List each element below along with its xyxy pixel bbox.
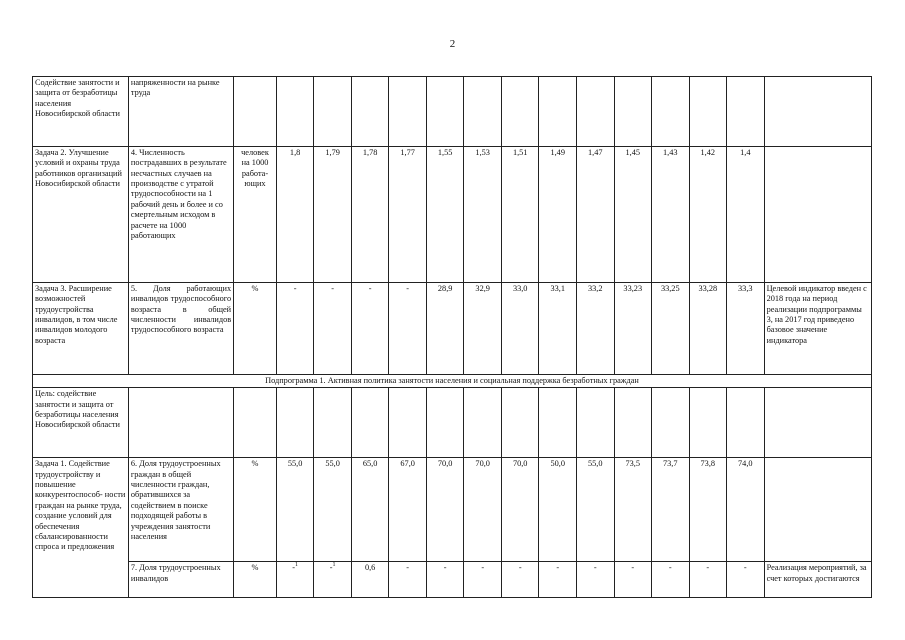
value-cell: 73,5 xyxy=(614,458,652,562)
table-row xyxy=(33,77,872,147)
goal-cell: Содействие занятости и защита от безработицы населения Новосибирской области xyxy=(33,77,129,147)
value-cell: - xyxy=(539,562,577,598)
indicators-table xyxy=(32,76,872,598)
value-cell xyxy=(351,77,389,147)
value-cell xyxy=(314,388,352,458)
indicator-cell: напряженности на рынке труда xyxy=(128,77,233,147)
value-cell: 73,7 xyxy=(652,458,690,562)
footnote-mark: 1 xyxy=(295,562,298,569)
subprogram-row xyxy=(33,375,872,388)
page-number: 2 xyxy=(449,38,456,50)
value-cell: - xyxy=(389,283,427,375)
note-cell xyxy=(764,388,871,458)
unit-cell: % xyxy=(234,458,277,562)
goal-cell: Цель: содействие занятости и защита от безработицы населения Новосибирской области xyxy=(33,388,129,458)
value-cell: 1,4 xyxy=(727,147,765,283)
value-cell: 1,78 xyxy=(351,147,389,283)
goal-cell: Задача 1. Содействие трудоустройству и повышение конкурентоспособ- ности граждан на рынке труда, создание условий для обеспечения сбалансированности спроса и предложения xyxy=(33,458,129,598)
unit-cell: % xyxy=(234,283,277,375)
value-cell: 28,9 xyxy=(426,283,464,375)
value-cell xyxy=(614,388,652,458)
footnote-mark: 1 xyxy=(332,562,336,569)
goal-cell: Задача 3. Расширение возможностей трудоустройства инвалидов, в том числе инвалидов молодого возраста xyxy=(33,283,129,375)
value-cell: - xyxy=(426,562,464,598)
note-cell: Реализация мероприятий, за счет которых достигаются xyxy=(764,562,871,598)
value-cell xyxy=(389,77,427,147)
note-cell xyxy=(764,458,871,562)
value-cell xyxy=(727,77,765,147)
indicator-cell: 7. Доля трудоустроенных инвалидов xyxy=(128,562,233,598)
table-row xyxy=(33,458,872,562)
value-cell: 73,8 xyxy=(689,458,727,562)
value-cell: 33,0 xyxy=(501,283,539,375)
value-cell: 33,1 xyxy=(539,283,577,375)
value-cell xyxy=(576,388,614,458)
value-cell: 1,79 xyxy=(314,147,352,283)
value-cell: 70,0 xyxy=(501,458,539,562)
value-cell xyxy=(689,388,727,458)
value-cell: - xyxy=(351,283,389,375)
table-row xyxy=(33,562,872,598)
value-cell xyxy=(689,77,727,147)
table-row xyxy=(33,147,872,283)
value-cell xyxy=(727,388,765,458)
value-cell: - xyxy=(464,562,502,598)
value-cell: - xyxy=(614,562,652,598)
value-cell xyxy=(464,77,502,147)
value-cell: - xyxy=(276,283,314,375)
indicator-cell xyxy=(128,388,233,458)
value-cell: 1,45 xyxy=(614,147,652,283)
value-cell xyxy=(276,77,314,147)
value-cell: 0,6 xyxy=(351,562,389,598)
note-cell xyxy=(764,147,871,283)
value-cell: 1,8 xyxy=(276,147,314,283)
indicator-cell: 4. Численность пострадавших в результате несчастных случаев на производстве с утратой трудоспособности на 1 рабочий день и более и со смертельным исходом в расчете на 1000 работающих xyxy=(128,147,233,283)
value-cell: 1,43 xyxy=(652,147,690,283)
subprogram-title: Подпрограмма 1. Активная политика занятости населения и социальная поддержка безработных граждан xyxy=(33,375,872,388)
value-cell: - xyxy=(652,562,690,598)
unit-cell xyxy=(234,388,277,458)
value-cell: 33,28 xyxy=(689,283,727,375)
value-cell: - xyxy=(314,283,352,375)
value-cell: 1,53 xyxy=(464,147,502,283)
unit-cell: человек на 1000 работа- ющих xyxy=(234,147,277,283)
value-cell: 67,0 xyxy=(389,458,427,562)
value-cell: 33,23 xyxy=(614,283,652,375)
value-cell: 1,51 xyxy=(501,147,539,283)
value-cell: - xyxy=(727,562,765,598)
value-cell: 1,77 xyxy=(389,147,427,283)
value-cell: - xyxy=(501,562,539,598)
value-cell xyxy=(276,388,314,458)
note-cell xyxy=(764,77,871,147)
value-cell: 33,3 xyxy=(727,283,765,375)
value-cell: 1,47 xyxy=(576,147,614,283)
value-cell: 33,25 xyxy=(652,283,690,375)
value-cell: 50,0 xyxy=(539,458,577,562)
value-cell xyxy=(501,77,539,147)
indicator-cell: 6. Доля трудоустроенных граждан в общей численности граждан, обратившихся за содействием в поиске подходящей работы в учреждения занятости населения xyxy=(128,458,233,562)
value-cell xyxy=(389,388,427,458)
value-cell: 33,2 xyxy=(576,283,614,375)
goal-cell: Задача 2. Улучшение условий и охраны труда работников организаций Новосибирской области xyxy=(33,147,129,283)
value-cell xyxy=(464,388,502,458)
value-text: - xyxy=(292,563,295,573)
value-cell xyxy=(351,388,389,458)
value-cell: 70,0 xyxy=(464,458,502,562)
unit-cell: % xyxy=(234,562,277,598)
value-cell: 65,0 xyxy=(351,458,389,562)
value-cell xyxy=(426,77,464,147)
value-cell: 70,0 xyxy=(426,458,464,562)
value-cell: - xyxy=(689,562,727,598)
value-cell xyxy=(539,388,577,458)
value-cell: 55,0 xyxy=(314,458,352,562)
value-cell: - xyxy=(389,562,427,598)
value-text: - xyxy=(329,563,333,573)
table-row xyxy=(33,283,872,375)
value-cell: 1,42 xyxy=(689,147,727,283)
value-cell: 74,0 xyxy=(727,458,765,562)
unit-cell xyxy=(234,77,277,147)
table-row xyxy=(33,388,872,458)
value-cell: 32,9 xyxy=(464,283,502,375)
value-cell xyxy=(539,77,577,147)
value-cell xyxy=(614,77,652,147)
value-cell xyxy=(576,77,614,147)
indicator-cell: 5. Доля работающих инвалидов трудоспособного возраста в общей численности инвалидов трудоспособного возраста xyxy=(128,283,233,375)
note-cell: Целевой индикатор введен с 2018 года на период реализации подпрограммы 3, на 2017 год приведено базовое значение индикатора xyxy=(764,283,871,375)
value-cell: 1,55 xyxy=(426,147,464,283)
value-cell xyxy=(652,388,690,458)
value-cell xyxy=(276,562,314,598)
value-cell xyxy=(314,77,352,147)
value-cell: 55,0 xyxy=(576,458,614,562)
value-cell xyxy=(652,77,690,147)
value-cell xyxy=(426,388,464,458)
value-cell xyxy=(314,562,352,598)
value-cell: - xyxy=(576,562,614,598)
value-cell: 55,0 xyxy=(276,458,314,562)
value-cell xyxy=(501,388,539,458)
value-cell: 1,49 xyxy=(539,147,577,283)
